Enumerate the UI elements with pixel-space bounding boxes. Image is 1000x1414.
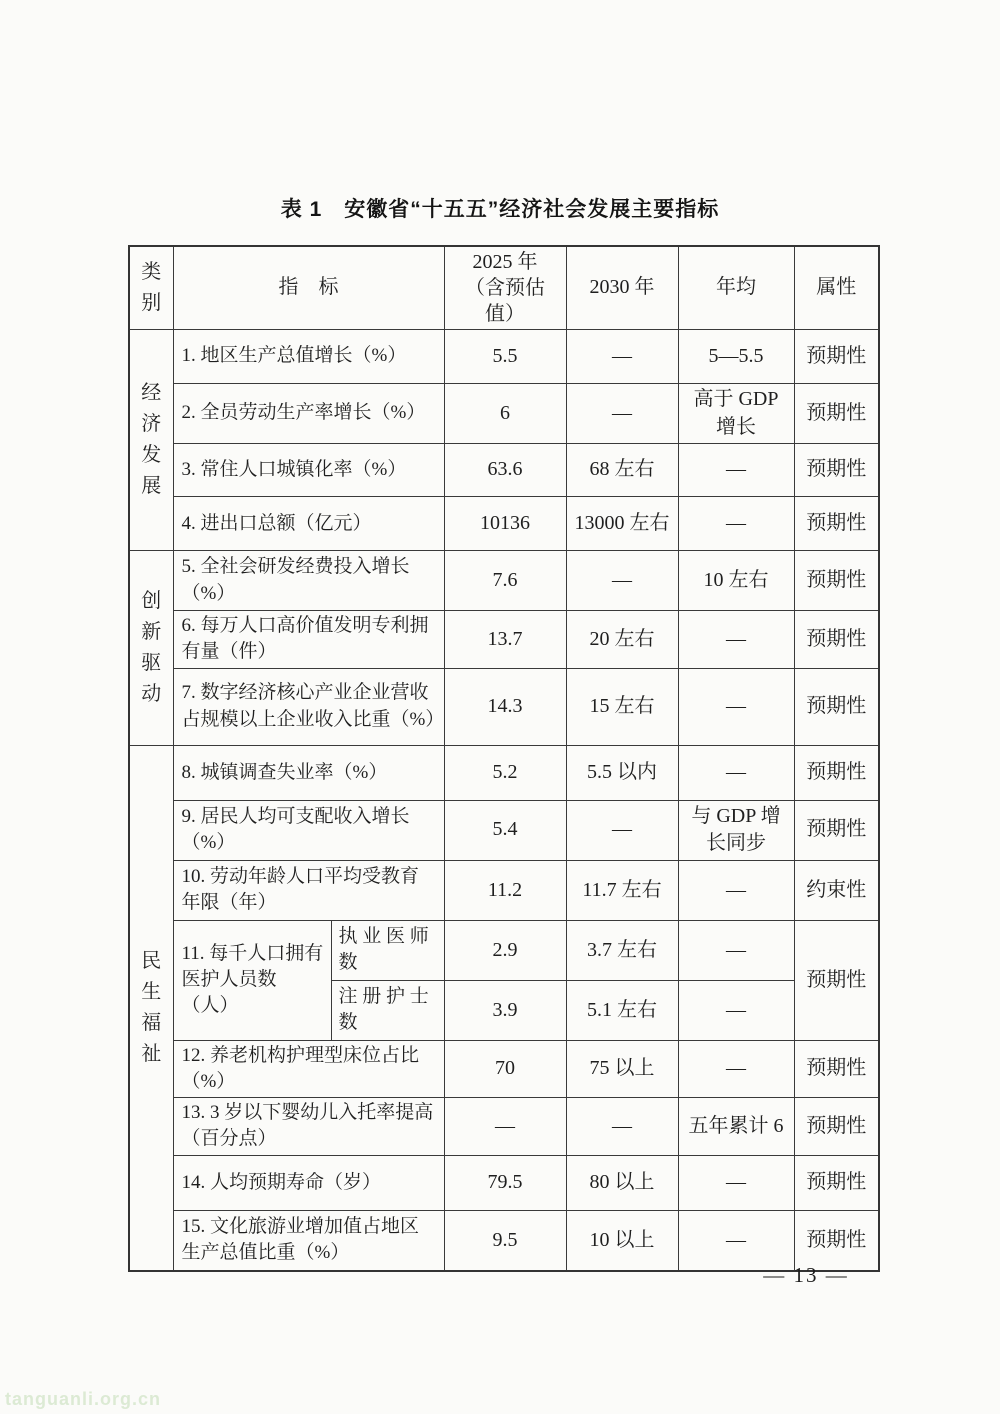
page-number: — 13 — bbox=[763, 1263, 849, 1287]
table-row bbox=[129, 384, 879, 444]
cell-2025: — bbox=[444, 1098, 566, 1155]
header-2025-line2: （含预估值） bbox=[465, 277, 545, 325]
cell-annual: — bbox=[678, 497, 794, 551]
table-row bbox=[129, 1040, 879, 1097]
watermark: tanguanli.org.cn bbox=[5, 1389, 162, 1409]
cell-2025: 7.6 bbox=[444, 551, 566, 611]
cell-2025: 11.2 bbox=[444, 860, 566, 920]
cell-2025: 14.3 bbox=[444, 668, 566, 745]
row-indicator: 7. 数字经济核心产业企业营收占规模以上企业收入比重（%） bbox=[173, 668, 444, 745]
table-row bbox=[129, 497, 879, 551]
cell-2030: 68 左右 bbox=[566, 444, 678, 497]
row-indicator: 14. 人均预期寿命（岁） bbox=[173, 1155, 444, 1210]
cell-attribute: 预期性 bbox=[794, 1098, 879, 1155]
cell-2030: — bbox=[566, 1098, 678, 1155]
cell-annual: — bbox=[678, 444, 794, 497]
row-indicator: 13. 3 岁以下婴幼儿入托率提高（百分点） bbox=[173, 1098, 444, 1155]
cell-attribute: 预期性 bbox=[794, 745, 879, 800]
row-indicator: 15. 文化旅游业增加值占地区生产总值比重（%） bbox=[173, 1210, 444, 1271]
row-indicator: 9. 居民人均可支配收入增长（%） bbox=[173, 800, 444, 860]
cell-2030: 5.5 以内 bbox=[566, 745, 678, 800]
subrow-label: 注册护士数 bbox=[331, 980, 444, 1040]
cell-annual: 与 GDP 增长同步 bbox=[678, 800, 794, 860]
cell-attribute: 预期性 bbox=[794, 444, 879, 497]
header-2030: 2030 年 bbox=[566, 246, 678, 330]
table-row bbox=[129, 551, 879, 611]
cell-2030: 80 以上 bbox=[566, 1155, 678, 1210]
cell-2030: 11.7 左右 bbox=[566, 860, 678, 920]
table-header-row bbox=[129, 246, 879, 330]
cell-annual: — bbox=[678, 668, 794, 745]
cell-annual: — bbox=[678, 860, 794, 920]
cell-annual: 10 左右 bbox=[678, 551, 794, 611]
cell-2030: — bbox=[566, 330, 678, 384]
table-row bbox=[129, 860, 879, 920]
row-indicator: 11. 每千人口拥有医护人员数（人） bbox=[173, 920, 331, 1040]
cell-2025: 3.9 bbox=[444, 980, 566, 1040]
cell-2025: 10136 bbox=[444, 497, 566, 551]
header-category: 类别 bbox=[129, 246, 173, 330]
cell-attribute: 预期性 bbox=[794, 1040, 879, 1097]
cell-attribute: 预期性 bbox=[794, 384, 879, 444]
cell-annual: — bbox=[678, 980, 794, 1040]
cell-2030: — bbox=[566, 800, 678, 860]
cell-2030: 20 左右 bbox=[566, 611, 678, 668]
table-row bbox=[129, 330, 879, 384]
row-indicator: 6. 每万人口高价值发明专利拥有量（件） bbox=[173, 611, 444, 668]
header-indicator: 指 标 bbox=[173, 246, 444, 330]
cell-attribute: 预期性 bbox=[794, 611, 879, 668]
table-row bbox=[129, 745, 879, 800]
row-indicator: 10. 劳动年龄人口平均受教育年限（年） bbox=[173, 860, 444, 920]
table-row bbox=[129, 1098, 879, 1155]
header-2025-line1: 2025 年 bbox=[472, 251, 538, 273]
table-row bbox=[129, 444, 879, 497]
cell-annual: — bbox=[678, 745, 794, 800]
header-annual: 年均 bbox=[678, 246, 794, 330]
subrow-label: 执业医师数 bbox=[331, 920, 444, 980]
cell-2025: 70 bbox=[444, 1040, 566, 1097]
cell-attribute: 预期性 bbox=[794, 551, 879, 611]
row-indicator: 5. 全社会研发经费投入增长（%） bbox=[173, 551, 444, 611]
cell-2025: 63.6 bbox=[444, 444, 566, 497]
table-row bbox=[129, 920, 879, 980]
row-indicator: 3. 常住人口城镇化率（%） bbox=[173, 444, 444, 497]
cell-2025: 5.2 bbox=[444, 745, 566, 800]
cell-2025: 5.5 bbox=[444, 330, 566, 384]
cell-attribute: 预期性 bbox=[794, 668, 879, 745]
cell-2025: 13.7 bbox=[444, 611, 566, 668]
cell-2025: 9.5 bbox=[444, 1210, 566, 1271]
row-indicator: 12. 养老机构护理型床位占比（%） bbox=[173, 1040, 444, 1097]
table-row bbox=[129, 668, 879, 745]
indicators-table bbox=[128, 245, 880, 1272]
cell-annual: 高于 GDP 增长 bbox=[678, 384, 794, 444]
cell-2025: 5.4 bbox=[444, 800, 566, 860]
cell-2030: 3.7 左右 bbox=[566, 920, 678, 980]
cell-attribute: 预期性 bbox=[794, 1155, 879, 1210]
page-title: 表 1 安徽省“十五五”经济社会发展主要指标 bbox=[280, 198, 720, 221]
cell-2025: 6 bbox=[444, 384, 566, 444]
cell-annual: — bbox=[678, 1210, 794, 1271]
cell-attribute: 约束性 bbox=[794, 860, 879, 920]
cell-attribute: 预期性 bbox=[794, 800, 879, 860]
table-row bbox=[129, 800, 879, 860]
cell-2025: 79.5 bbox=[444, 1155, 566, 1210]
cell-2030: — bbox=[566, 551, 678, 611]
row-indicator: 4. 进出口总额（亿元） bbox=[173, 497, 444, 551]
category-livelihood-welfare: 民生福祉 bbox=[129, 745, 173, 1271]
cell-2025: 2.9 bbox=[444, 920, 566, 980]
row-indicator: 1. 地区生产总值增长（%） bbox=[173, 330, 444, 384]
cell-annual: 五年累计 6 bbox=[678, 1098, 794, 1155]
category-innovation-driven: 创新驱动 bbox=[129, 551, 173, 745]
header-2025 bbox=[444, 246, 566, 330]
cell-annual: 5—5.5 bbox=[678, 330, 794, 384]
row-indicator: 2. 全员劳动生产率增长（%） bbox=[173, 384, 444, 444]
cell-2030: — bbox=[566, 384, 678, 444]
category-economic-development: 经济发展 bbox=[129, 330, 173, 551]
cell-2030: 10 以上 bbox=[566, 1210, 678, 1271]
cell-annual: — bbox=[678, 920, 794, 980]
cell-annual: — bbox=[678, 611, 794, 668]
cell-2030: 75 以上 bbox=[566, 1040, 678, 1097]
cell-2030: 5.1 左右 bbox=[566, 980, 678, 1040]
row-indicator: 8. 城镇调查失业率（%） bbox=[173, 745, 444, 800]
cell-annual: — bbox=[678, 1040, 794, 1097]
cell-2030: 15 左右 bbox=[566, 668, 678, 745]
cell-attribute: 预期性 bbox=[794, 497, 879, 551]
cell-attribute: 预期性 bbox=[794, 330, 879, 384]
cell-attribute: 预期性 bbox=[794, 920, 879, 1040]
table-row bbox=[129, 1155, 879, 1210]
cell-attribute: 预期性 bbox=[794, 1210, 879, 1271]
cell-annual: — bbox=[678, 1155, 794, 1210]
header-attribute: 属性 bbox=[794, 246, 879, 330]
cell-2030: 13000 左右 bbox=[566, 497, 678, 551]
table-row bbox=[129, 611, 879, 668]
